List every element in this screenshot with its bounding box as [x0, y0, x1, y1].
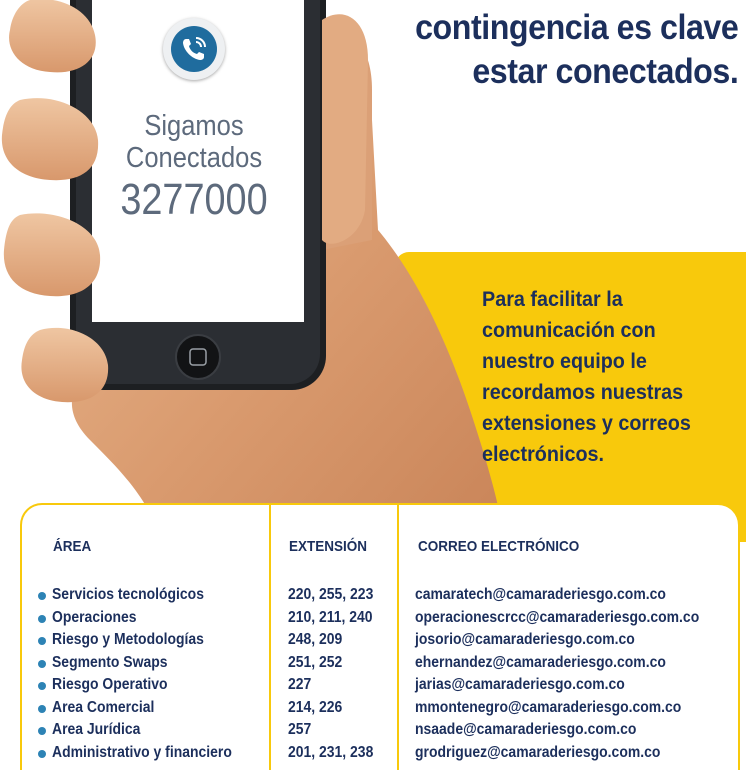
call-button: [163, 18, 225, 80]
email-link[interactable]: ehernandez@camaraderiesgo.com.co: [415, 653, 666, 671]
area-cell: Operaciones: [52, 608, 137, 626]
bullet-icon: [38, 615, 46, 623]
email-link[interactable]: nsaade@camaraderiesgo.com.co: [415, 721, 637, 738]
header-extension: EXTENSIÓN: [289, 538, 368, 555]
email-link[interactable]: camaratech@camaraderiesgo.com.co: [415, 586, 666, 603]
table-row: [0, 676, 746, 699]
area-cell: Riesgo y Metodologías: [52, 631, 204, 648]
area-cell: Riesgo Operativo: [52, 676, 168, 693]
email-link[interactable]: grodriguez@camaraderiesgo.com.co: [415, 743, 661, 761]
bullet-icon: [38, 592, 46, 600]
phone-line-1: Sigamos: [144, 110, 244, 142]
extension-cell: 257: [288, 721, 312, 738]
bullet-icon: [38, 727, 46, 735]
header-area: ÁREA: [53, 538, 92, 555]
bullet-icon: [38, 637, 46, 645]
extension-cell: 201, 231, 238: [288, 743, 374, 761]
area-cell: Area Comercial: [52, 698, 155, 716]
area-cell: Administrativo y financiero: [52, 743, 232, 761]
table-row: [0, 721, 746, 744]
extension-cell: 251, 252: [288, 653, 343, 671]
area-cell: Servicios tecnológicos: [52, 586, 204, 603]
headline: [415, 0, 738, 94]
email-link[interactable]: operacionescrcc@camaraderiesgo.com.co: [415, 608, 700, 626]
table-row: [0, 699, 746, 722]
phone-screen-text: [92, 110, 296, 224]
extension-cell: 210, 211, 240: [288, 608, 373, 626]
table-row: [0, 654, 746, 677]
info-text: Para facilitar la comunicación con nuestro equipo le recordamos nuestras extensiones y correos electrónicos.: [482, 287, 691, 466]
headline-line-1: contingencia es clave: [414, 8, 738, 47]
extension-cell: 220, 255, 223: [288, 586, 374, 603]
bullet-icon: [38, 705, 46, 713]
headline-line-2: estar conectados.: [472, 52, 738, 91]
table-row: [0, 744, 746, 767]
table-row: [0, 609, 746, 632]
extension-cell: 214, 226: [288, 698, 343, 716]
email-link[interactable]: josorio@camaraderiesgo.com.co: [415, 631, 635, 648]
phone-call-icon: [171, 26, 217, 72]
header-email: CORREO ELECTRÓNICO: [418, 538, 580, 555]
phone-number: 3277000: [120, 175, 268, 224]
area-cell: Segmento Swaps: [52, 653, 168, 671]
table-row: [0, 631, 746, 654]
bullet-icon: [38, 682, 46, 690]
extension-cell: 248, 209: [288, 631, 343, 648]
table-row: [0, 586, 746, 609]
bullet-icon: [38, 750, 46, 758]
email-link[interactable]: mmontenegro@camaraderiesgo.com.co: [415, 698, 682, 716]
bullet-icon: [38, 660, 46, 668]
email-link[interactable]: jarias@camaraderiesgo.com.co: [415, 676, 625, 693]
extension-cell: 227: [288, 676, 312, 693]
phone-line-2: Conectados: [125, 142, 263, 174]
area-cell: Area Jurídica: [52, 721, 141, 738]
